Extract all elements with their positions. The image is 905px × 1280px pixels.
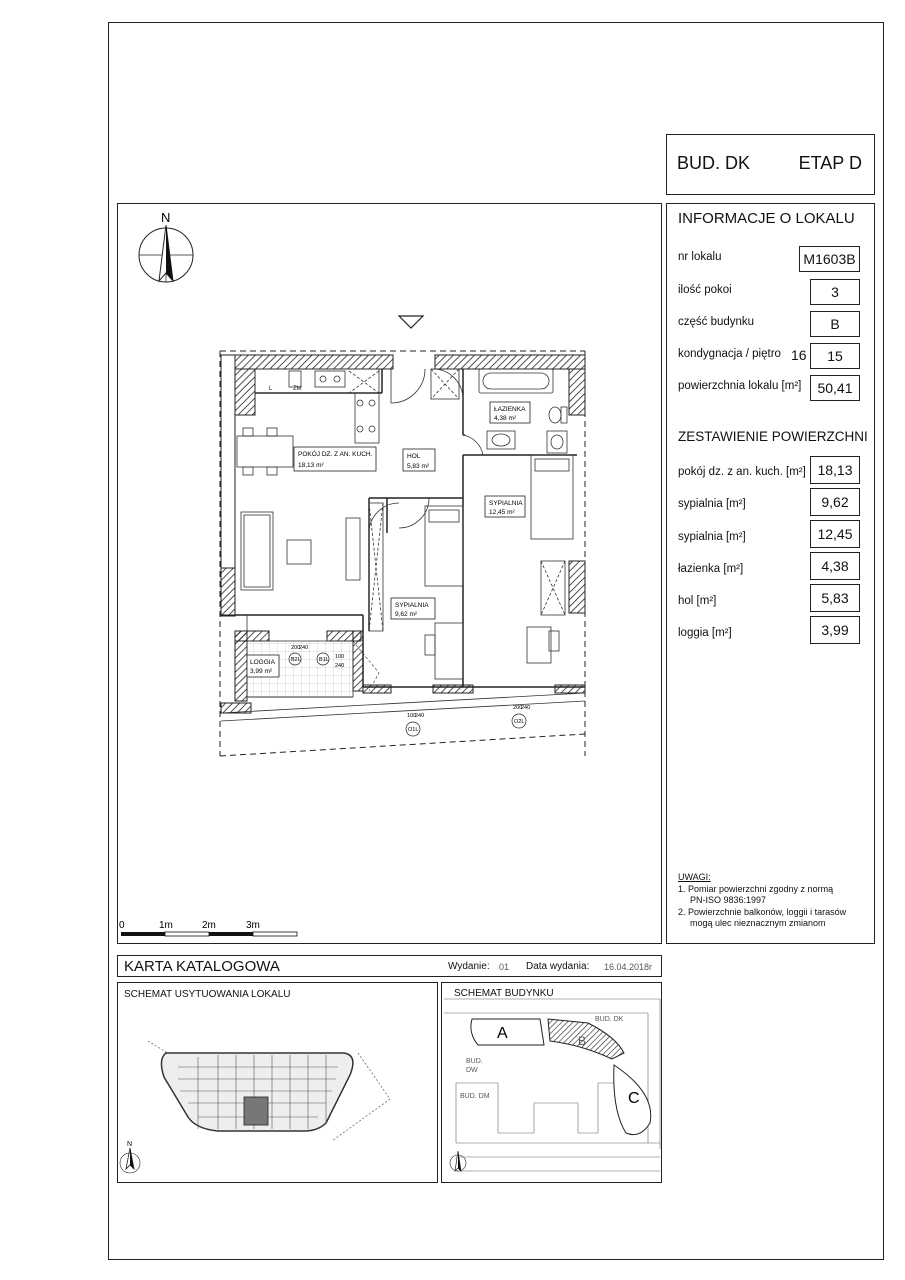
room-label-hall	[403, 449, 435, 471]
room-area: 12,45 m²	[489, 509, 515, 516]
room-area: 3,99 m²	[250, 668, 273, 675]
room-label-living	[294, 447, 376, 471]
bud-dk-label: BUD. DK	[595, 1016, 624, 1023]
dining-table	[237, 428, 293, 475]
room-area: 9,62 m²	[395, 611, 418, 618]
scale-2m: 2m	[202, 920, 216, 931]
unit-location-highlight	[244, 1097, 268, 1125]
building-scheme-title: SCHEMAT BUDYNKU	[454, 988, 554, 999]
window-dims: 240	[335, 663, 345, 669]
info-label-unit-number: nr lokalu	[678, 251, 722, 263]
north-label: N	[161, 210, 171, 225]
kitchen	[255, 369, 379, 443]
floor-plan	[117, 203, 662, 944]
room-area: 4,38 m²	[494, 415, 517, 422]
info-label-floor: kondygnacja / piętro	[678, 348, 781, 360]
notes	[678, 872, 846, 930]
room-label-loggia	[247, 655, 279, 677]
area-label-bathroom: łazienka [m²]	[678, 563, 744, 575]
building-code: BUD. DK	[677, 153, 751, 173]
room-label-bedroom-1	[485, 496, 525, 517]
edition-label: Wydanie:	[448, 961, 490, 972]
bedroom-2-furniture	[425, 506, 463, 679]
note-line: mogą ulec nieznacznym zmianom	[690, 918, 826, 928]
info-title: INFORMACJE O LOKALU	[678, 210, 855, 227]
area-value-living: 18,13	[810, 456, 860, 484]
room-area: 18,13 m²	[298, 462, 324, 469]
window-dims: 100	[335, 654, 345, 660]
room-name: HOL	[407, 453, 421, 460]
area-value-hall: 5,83	[810, 584, 860, 612]
window-tag-b1l: B1L	[319, 657, 329, 663]
window-dims: 240	[521, 705, 531, 711]
room-label-bathroom	[490, 402, 530, 423]
window-dims: 240	[415, 713, 425, 719]
edition-value: 01	[499, 962, 510, 972]
area-label-bedroom-2: sypialnia [m²]	[678, 531, 746, 543]
area-value-bedroom-2: 12,45	[810, 520, 860, 548]
info-value-area: 50,41	[810, 375, 860, 401]
room-name: SYPIALNIA	[489, 500, 523, 507]
location-map	[118, 983, 439, 1184]
info-label-part: część budynku	[678, 316, 755, 328]
north-arrow	[139, 210, 193, 282]
areas-title: ZESTAWIENIE POWIERZCHNI	[678, 429, 868, 444]
area-value-bedroom-1: 9,62	[810, 488, 860, 516]
window-tag-o2l: O2L	[514, 719, 525, 725]
notes-title: UWAGI:	[678, 872, 711, 882]
window-dims: 240	[299, 645, 309, 651]
location-north-arrow	[120, 1141, 140, 1173]
location-scheme-title: SCHEMAT USYTUOWANIA LOKALU	[124, 989, 291, 1000]
area-label-bedroom-1: sypialnia [m²]	[678, 498, 746, 510]
scale-1m: 1m	[159, 920, 173, 931]
stage-code: ETAP D	[798, 153, 862, 173]
bud-dw-label-2: DW	[466, 1067, 478, 1074]
scale-3m: 3m	[246, 920, 260, 931]
building-c-label: C	[628, 1090, 640, 1107]
window-tag-b2l: B2L	[291, 657, 301, 663]
room-name: POKÓJ DZ. Z AN. KUCH.	[298, 451, 373, 458]
info-value-unit-number: M1603B	[799, 246, 860, 272]
catalog-card-title: KARTA KATALOGOWA	[124, 958, 280, 975]
info-label-rooms: ilość pokoi	[678, 284, 732, 296]
note-line: 2. Powierzchnie balkonów, loggii i tarasów	[678, 906, 847, 917]
entrance-marker	[399, 316, 423, 328]
info-label-area: powierzchnia lokalu [m²]	[678, 380, 802, 392]
room-area: 5,83 m²	[407, 463, 430, 470]
window-dims: 200	[513, 705, 523, 711]
note-line: 1. Pomiar powierzchni zgodny z normą	[678, 883, 834, 894]
kitchen-mark-zm: ZM	[293, 386, 302, 392]
info-value-storey: 16	[791, 347, 807, 363]
header-box	[666, 134, 875, 195]
catalog-card-bar	[117, 955, 662, 977]
room-name: SYPIALNIA	[395, 602, 429, 609]
note-line: PN-ISO 9836:1997	[690, 895, 767, 905]
window-dims: 100	[407, 713, 417, 719]
room-name: LOGGIA	[250, 659, 275, 666]
location-scheme	[117, 982, 438, 1183]
date-value: 16.04.2018r	[604, 962, 653, 972]
room-label-bedroom-2	[391, 598, 435, 619]
building-map	[442, 983, 663, 1184]
info-value-part: B	[810, 311, 860, 337]
window-dims: 200	[291, 645, 301, 651]
bud-dw-label: BUD.	[466, 1058, 483, 1065]
doors	[247, 369, 483, 641]
info-panel	[666, 203, 875, 944]
living-furniture	[241, 512, 360, 590]
info-value-floor: 15	[810, 343, 860, 369]
building-north-arrow	[450, 1151, 466, 1171]
area-label-living: pokój dz. z an. kuch. [m²]	[678, 466, 806, 478]
scale-bar	[119, 920, 297, 936]
area-label-loggia: loggia [m²]	[678, 627, 732, 639]
date-label: Data wydania:	[526, 961, 590, 972]
area-value-bathroom: 4,38	[810, 552, 860, 580]
building-a-label: A	[497, 1025, 508, 1042]
area-value-loggia: 3,99	[810, 616, 860, 644]
window-tag-o1l: O1L	[408, 727, 419, 733]
bud-dm-label: BUD. DM	[460, 1093, 490, 1100]
building-b-label: B	[578, 1034, 587, 1048]
scale-0: 0	[119, 920, 125, 931]
area-label-hall: hol [m²]	[678, 595, 717, 607]
bedroom-1-furniture	[527, 455, 573, 663]
info-value-rooms: 3	[810, 279, 860, 305]
kitchen-mark-l: L	[269, 386, 273, 392]
building-scheme	[441, 982, 662, 1183]
room-name: ŁAZIENKA	[494, 406, 526, 413]
location-north-label: N	[127, 1141, 133, 1148]
